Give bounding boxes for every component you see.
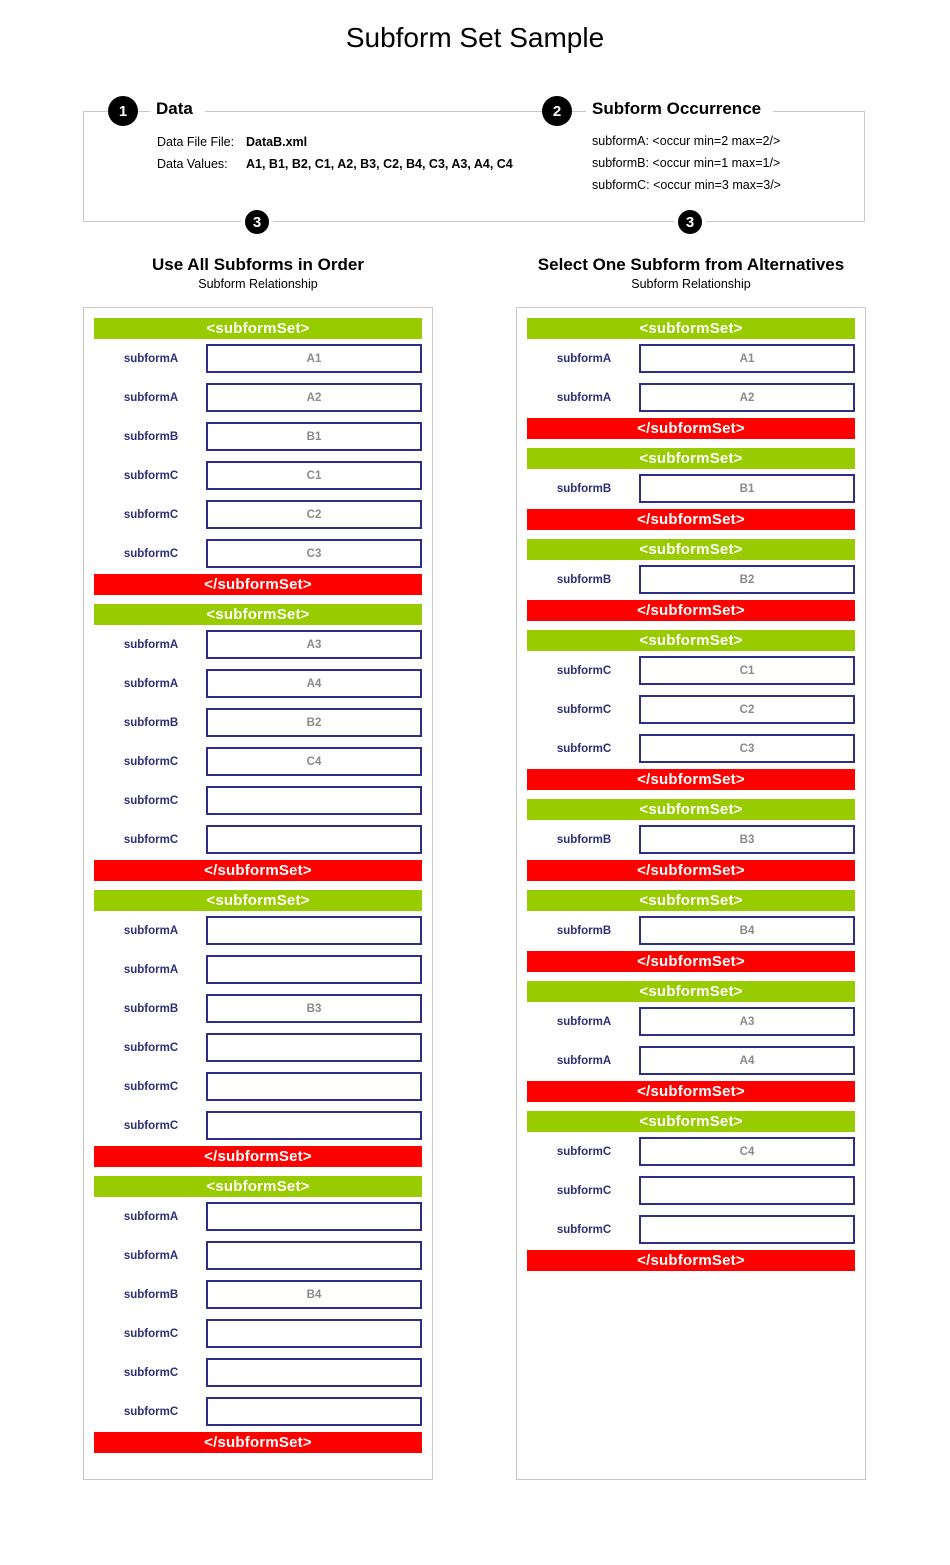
subform-label: subformB xyxy=(556,925,612,937)
data-heading: Data xyxy=(150,99,205,119)
subform-instance-box: B4 xyxy=(639,916,855,945)
subform-instance-box xyxy=(206,1241,422,1270)
subformset-open-tag: <subformSet> xyxy=(527,1111,855,1132)
page-title: Subform Set Sample xyxy=(345,22,605,53)
subform-instance-box: A2 xyxy=(639,383,855,412)
subformset-open-tag: <subformSet> xyxy=(527,630,855,651)
data-values-label: Data Values: xyxy=(157,157,228,171)
subformset-open-tag: <subformSet> xyxy=(94,1176,422,1197)
left-column-title: Use All Subforms in Order xyxy=(152,255,364,274)
subformset-open-tag: <subformSet> xyxy=(94,604,422,625)
subform-instance-box: C4 xyxy=(206,747,422,776)
subform-label: subformC xyxy=(556,1146,612,1158)
subform-label: subformA xyxy=(556,392,612,404)
subform-label: subformA xyxy=(556,353,612,365)
subform-instance-box xyxy=(206,1033,422,1062)
subform-label: subformC xyxy=(556,743,612,755)
subform-label: subformA xyxy=(556,1055,612,1067)
step-3-badge-right: 3 xyxy=(675,207,705,237)
subformset-open-tag: <subformSet> xyxy=(94,318,422,339)
subform-label: subformB xyxy=(556,574,612,586)
subform-label: subformC xyxy=(556,1224,612,1236)
occurrence-heading: Subform Occurrence xyxy=(586,99,773,119)
right-column-header xyxy=(516,255,866,292)
subform-label: subformC xyxy=(123,1042,179,1054)
subform-instance-box: C3 xyxy=(639,734,855,763)
subform-label: subformA xyxy=(123,678,179,690)
subform-instance-box xyxy=(206,1111,422,1140)
subform-instance-box: C3 xyxy=(206,539,422,568)
subform-instance-box xyxy=(206,1397,422,1426)
subformset-close-tag: </subformSet> xyxy=(527,509,855,530)
subform-label: subformB xyxy=(556,834,612,846)
subformset-close-tag: </subformSet> xyxy=(94,1146,422,1167)
subform-instance-box xyxy=(206,1202,422,1231)
subformset-close-tag: </subformSet> xyxy=(527,1081,855,1102)
subformset-close-tag: </subformSet> xyxy=(94,860,422,881)
subform-instance-box: C1 xyxy=(639,656,855,685)
occurrence-line-b: subformB: <occur min=1 max=1/> xyxy=(592,156,781,170)
subformset-close-tag: </subformSet> xyxy=(527,860,855,881)
subform-instance-box xyxy=(206,1358,422,1387)
right-relationship-panel xyxy=(516,307,866,1480)
subform-label: subformC xyxy=(123,795,179,807)
subform-label: subformC xyxy=(123,834,179,846)
subform-label: subformA xyxy=(123,639,179,651)
subform-label: subformC xyxy=(123,1081,179,1093)
subform-label: subformB xyxy=(556,483,612,495)
subformset-close-tag: </subformSet> xyxy=(527,769,855,790)
subformset-close-tag: </subformSet> xyxy=(527,951,855,972)
subform-instance-box: A2 xyxy=(206,383,422,412)
step-2-badge: 2 xyxy=(542,96,572,126)
subformset-open-tag: <subformSet> xyxy=(527,448,855,469)
subform-label: subformB xyxy=(123,1289,179,1301)
subform-label: subformA xyxy=(123,964,179,976)
subformset-open-tag: <subformSet> xyxy=(527,539,855,560)
subform-instance-box: B2 xyxy=(639,565,855,594)
subform-instance-box: C2 xyxy=(206,500,422,529)
step-1-badge: 1 xyxy=(108,96,138,126)
data-values-value: A1, B1, B2, C1, A2, B3, C2, B4, C3, A3, A4, C4 xyxy=(246,157,513,171)
subformset-close-tag: </subformSet> xyxy=(527,1250,855,1271)
subform-label: subformC xyxy=(123,1406,179,1418)
subform-instance-box: C2 xyxy=(639,695,855,724)
data-file-label: Data File File: xyxy=(157,135,235,149)
left-relationship-panel xyxy=(83,307,433,1480)
subformset-close-tag: </subformSet> xyxy=(527,418,855,439)
subform-instance-box: A4 xyxy=(206,669,422,698)
subform-label: subformC xyxy=(556,1185,612,1197)
left-column-subtitle: Subform Relationship xyxy=(198,277,318,291)
subform-instance-box: A4 xyxy=(639,1046,855,1075)
subformset-open-tag: <subformSet> xyxy=(527,318,855,339)
subform-label: subformC xyxy=(123,470,179,482)
left-column-header xyxy=(83,255,433,292)
subformset-close-tag: </subformSet> xyxy=(94,1432,422,1453)
subform-instance-box: B1 xyxy=(639,474,855,503)
subform-instance-box: B4 xyxy=(206,1280,422,1309)
subform-label: subformC xyxy=(123,1367,179,1379)
subform-label: subformC xyxy=(556,704,612,716)
subform-label: subformC xyxy=(123,1120,179,1132)
subform-label: subformB xyxy=(123,717,179,729)
subform-instance-box xyxy=(206,1072,422,1101)
subform-label: subformA xyxy=(123,392,179,404)
step-3-badge-left: 3 xyxy=(242,207,272,237)
subform-label: subformA xyxy=(123,353,179,365)
subform-label: subformA xyxy=(556,1016,612,1028)
subform-instance-box xyxy=(206,955,422,984)
occurrence-line-c: subformC: <occur min=3 max=3/> xyxy=(592,178,781,192)
subformset-open-tag: <subformSet> xyxy=(527,799,855,820)
subform-label: subformC xyxy=(123,1328,179,1340)
subform-instance-box: A1 xyxy=(639,344,855,373)
right-column-title: Select One Subform from Alternatives xyxy=(537,255,845,274)
subform-label: subformB xyxy=(123,431,179,443)
subform-instance-box: A1 xyxy=(206,344,422,373)
subform-label: subformA xyxy=(123,925,179,937)
subform-instance-box xyxy=(206,1319,422,1348)
subformset-close-tag: </subformSet> xyxy=(94,574,422,595)
subformset-open-tag: <subformSet> xyxy=(527,981,855,1002)
subform-label: subformA xyxy=(123,1211,179,1223)
subform-instance-box: A3 xyxy=(206,630,422,659)
subform-label: subformC xyxy=(123,548,179,560)
subform-instance-box xyxy=(639,1215,855,1244)
subform-instance-box: A3 xyxy=(639,1007,855,1036)
subform-label: subformC xyxy=(123,509,179,521)
subform-instance-box: B3 xyxy=(639,825,855,854)
subform-instance-box: B1 xyxy=(206,422,422,451)
subform-instance-box: B2 xyxy=(206,708,422,737)
occurrence-line-a: subformA: <occur min=2 max=2/> xyxy=(592,134,781,148)
subform-instance-box xyxy=(639,1176,855,1205)
subformset-open-tag: <subformSet> xyxy=(94,890,422,911)
subformset-open-tag: <subformSet> xyxy=(527,890,855,911)
data-file-value: DataB.xml xyxy=(246,135,308,149)
subform-label: subformB xyxy=(123,1003,179,1015)
subform-instance-box xyxy=(206,825,422,854)
subform-instance-box xyxy=(206,916,422,945)
subform-label: subformC xyxy=(123,756,179,768)
subform-label: subformA xyxy=(123,1250,179,1262)
subform-instance-box: C4 xyxy=(639,1137,855,1166)
subform-instance-box xyxy=(206,786,422,815)
subform-label: subformC xyxy=(556,665,612,677)
subform-instance-box: C1 xyxy=(206,461,422,490)
subform-instance-box: B3 xyxy=(206,994,422,1023)
right-column-subtitle: Subform Relationship xyxy=(631,277,751,291)
subformset-close-tag: </subformSet> xyxy=(527,600,855,621)
